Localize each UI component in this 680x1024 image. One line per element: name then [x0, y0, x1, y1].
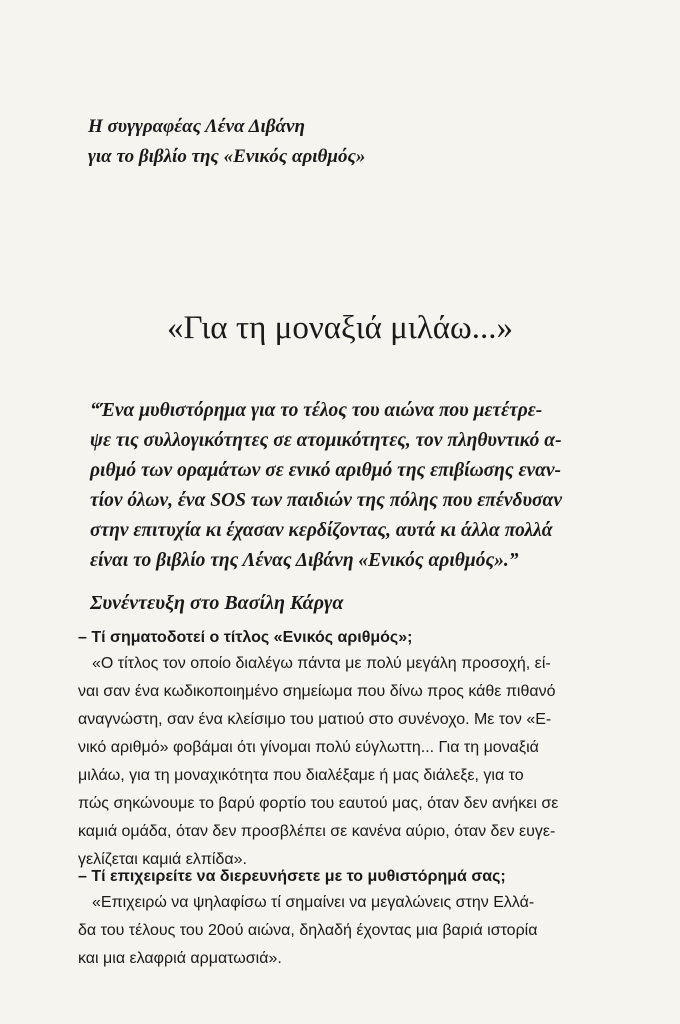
answer-line: αναγνώστη, σαν ένα κλείσιμο του ματιού στο συνένοχο. Με τον «Ε-	[78, 711, 552, 728]
answer-2	[78, 889, 608, 973]
lead-line: ψε τις συλλογικότητες σε ατομικότητες, τον πληθυντικό α-	[90, 430, 562, 451]
lead-line: “Ένα μυθιστόρημα για το τέλος του αιώνα που μετέτρε-	[90, 400, 543, 421]
answer-line: «Ο τίτλος τον οποίο διαλέγω πάντα με πολύ μεγάλη προσοχή, εί-	[92, 655, 551, 672]
article-title: «Για τη μοναξιά μιλάω...»	[167, 310, 513, 346]
answer-line: νικό αριθμό» φοβάμαι ότι γίνομαι πολύ εύγλωττη... Για τη μοναξιά	[78, 739, 539, 756]
lead-line: στην επιτυχία κι έχασαν κερδίζοντας, αυτά κι άλλα πολλά	[90, 520, 553, 541]
interviewer-credit: Συνέντευξη στο Βασίλη Κάργα	[90, 592, 344, 614]
question-2: – Τί επιχειρείτε να διερευνήσετε με το μυθιστόρημά σας;	[78, 868, 506, 885]
lead-line: είναι το βιβλίο της Λένας Διβάνη «Ενικός αριθμός».”	[90, 550, 519, 571]
lead-quote	[90, 396, 606, 576]
lead-line: ριθμό των οραμάτων σε ενικό αριθμό της επιβίωσης εναν-	[90, 460, 562, 481]
answer-line: και μια ελαφριά αρματωσιά».	[78, 950, 282, 967]
author-header-line-1: Η συγγραφέας Λένα Διβάνη	[88, 116, 305, 137]
answer-line: καμιά ομάδα, όταν δεν προσβλέπει σε κανένα αύριο, όταν δεν ευγε-	[78, 823, 556, 840]
answer-line: «Επιχειρώ να ψηλαφίσω τί σημαίνει να μεγαλώνεις στην Ελλά-	[92, 894, 535, 911]
lead-line: τίον όλων, ένα SOS των παιδιών της πόλης που επένδυσαν	[90, 490, 562, 511]
answer-line: πώς σηκώνουμε το βαρύ φορτίο του εαυτού μας, όταν δεν ανήκει σε	[78, 795, 559, 812]
answer-1	[78, 650, 608, 874]
answer-line: γελίζεται καμιά ελπίδα».	[78, 851, 247, 868]
answer-line: μιλάω, για τη μοναχικότητα που διαλέξαμε ή μας διάλεξε, για το	[78, 767, 524, 784]
question-1: – Τί σηματοδοτεί ο τίτλος «Ενικός αριθμός»;	[78, 629, 413, 646]
answer-line: δα του τέλους του 20ού αιώνα, δηλαδή έχοντας μια βαριά ιστορία	[78, 922, 538, 939]
answer-line: ναι σαν ένα κωδικοποιημένο σημείωμα που δίνω προς κάθε πιθανό	[78, 683, 556, 700]
author-header	[88, 112, 365, 172]
author-header-line-2: για το βιβλίο της «Ενικός αριθμός»	[88, 146, 366, 167]
